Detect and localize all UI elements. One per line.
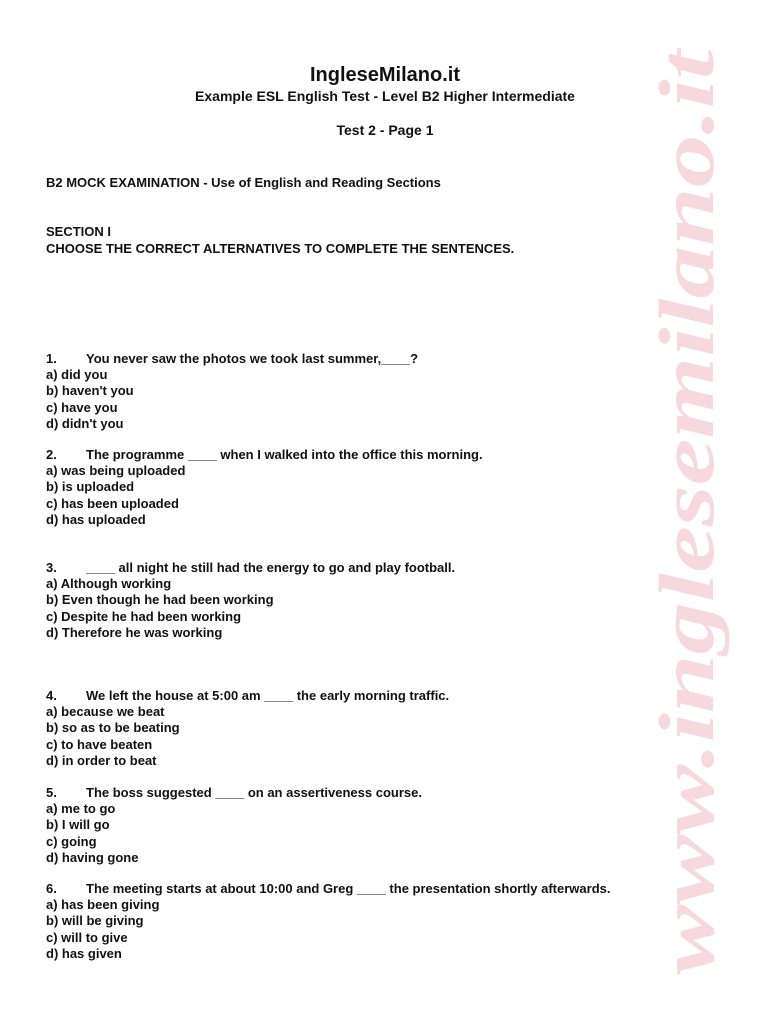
question-number: 2. <box>46 447 57 462</box>
option-c: c) will to give <box>46 929 128 945</box>
option-a: a) has been giving <box>46 897 160 913</box>
option-c: c) has been uploaded <box>46 495 179 511</box>
section-title: SECTION I <box>46 224 112 239</box>
option-c: c) to have beaten <box>46 736 153 752</box>
option-d: d) has uploaded <box>46 511 146 527</box>
option-c: c) Despite he had been working <box>46 608 242 624</box>
option-a: a) me to go <box>46 801 116 817</box>
watermark-text: www.inglesemilano.it <box>643 288 730 975</box>
option-a: a) Although working <box>46 576 172 592</box>
question-stem <box>46 447 666 463</box>
question-text: The meeting starts at about 10:00 and Greg ____ the presentation shortly afterwards. <box>86 881 611 896</box>
test-subtitle: Example ESL English Test - Level B2 Higher Intermediate <box>195 88 575 104</box>
option-b: b) will be giving <box>46 913 144 929</box>
option-d: d) having gone <box>46 849 139 865</box>
question-5 <box>46 785 666 866</box>
option-d: d) didn't you <box>46 415 124 431</box>
question-stem <box>46 688 666 704</box>
option-b: b) Even though he had been working <box>46 592 274 608</box>
question-4 <box>46 688 666 769</box>
section-instruction: CHOOSE THE CORRECT ALTERNATIVES TO COMPLETE THE SENTENCES. <box>46 241 515 256</box>
question-text: The boss suggested ____ on an assertiveness course. <box>86 785 422 800</box>
question-stem <box>46 351 666 367</box>
question-text: The programme ____ when I walked into the office this morning. <box>86 447 483 462</box>
option-b: b) is uploaded <box>46 479 135 495</box>
question-stem <box>46 560 666 576</box>
option-b: b) so as to be beating <box>46 720 180 736</box>
question-number: 6. <box>46 881 57 896</box>
question-1 <box>46 351 666 432</box>
question-3 <box>46 560 666 641</box>
section-heading <box>46 223 514 257</box>
option-c: c) going <box>46 833 97 849</box>
question-number: 5. <box>46 785 57 800</box>
option-a: a) because we beat <box>46 704 165 720</box>
option-b: b) I will go <box>46 817 110 833</box>
option-d: d) in order to beat <box>46 752 157 768</box>
question-6 <box>46 881 666 962</box>
page-label: Test 2 - Page 1 <box>336 122 434 138</box>
option-a: a) was being uploaded <box>46 463 186 479</box>
option-a: a) did you <box>46 367 108 383</box>
question-2 <box>46 447 666 528</box>
option-c: c) have you <box>46 399 118 415</box>
question-text: You never saw the photos we took last summer,____? <box>86 351 419 366</box>
exam-title: B2 MOCK EXAMINATION - Use of English and Reading Sections <box>46 175 441 190</box>
site-title: IngleseMilano.it <box>309 64 461 86</box>
question-number: 3. <box>46 560 57 575</box>
question-number: 1. <box>46 351 57 366</box>
option-d: d) Therefore he was working <box>46 624 223 640</box>
question-stem <box>46 785 666 801</box>
option-b: b) haven't you <box>46 383 134 399</box>
option-d: d) has given <box>46 945 122 961</box>
question-stem <box>46 881 666 897</box>
question-number: 4. <box>46 688 57 703</box>
question-text: We left the house at 5:00 am ____ the early morning traffic. <box>86 688 450 703</box>
question-text: ____ all night he still had the energy to go and play football. <box>86 560 456 575</box>
